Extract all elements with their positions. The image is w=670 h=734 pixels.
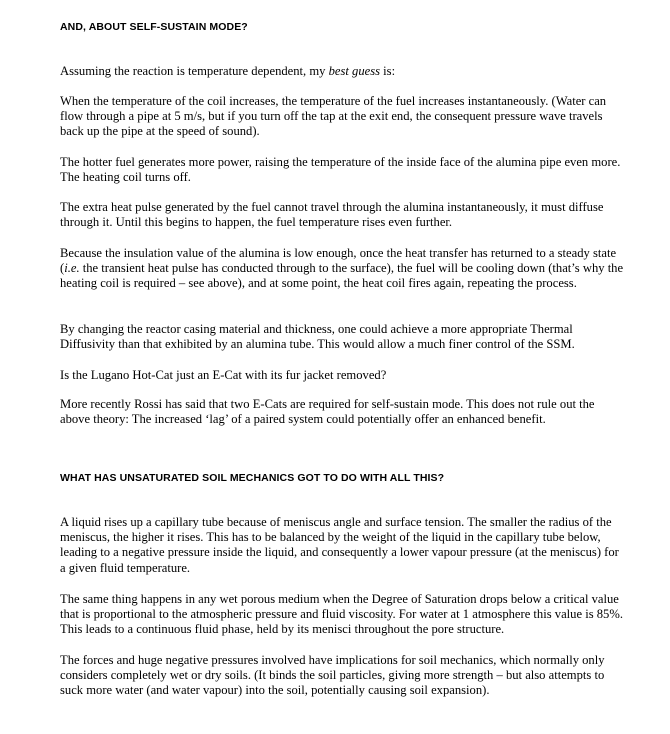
paragraph-casing: By changing the reactor casing material and thickness, one could achieve a more appropriate Thermal Diffusivity than that exhibited by an alumina tube. This would allow a much finer control of the SSM. xyxy=(60,322,575,352)
intro-text-end: is: xyxy=(380,64,396,78)
paragraph-heat-pulse: The extra heat pulse generated by the fuel cannot travel through the alumina instantaneously, it must diffuse through it. Until this begins to happen, the fuel temperature rises even further. xyxy=(60,200,604,230)
paragraph-porous-medium: The same thing happens in any wet porous medium when the Degree of Saturation drops below a critical value that is proportional to the atmospheric pressure and fluid viscosity. For water at 1 atmosphere this value is 85%. This leads to a continuous fluid phase, held by its menisci throughout the pore structure. xyxy=(60,592,623,637)
intro-text: Assuming the reaction is temperature dependent, my xyxy=(60,64,329,78)
insulation-text: Because the insulation value of the alumina is low enough, once the heat transfer has returned to a steady state ( xyxy=(60,246,617,276)
section-heading-self-sustain: AND, ABOUT SELF-SUSTAIN MODE? xyxy=(60,21,248,33)
paragraph-insulation xyxy=(60,246,626,292)
paragraph-forces: The forces and huge negative pressures involved have implications for soil mechanics, which normally only considers completely wet or dry soils. (It binds the soil particles, giving more strength – but also attempts to suck more water (and water vapour) into the soil, potentially causing soil expansion). xyxy=(60,653,605,698)
paragraph-capillary: A liquid rises up a capillary tube because of meniscus angle and surface tension. The smaller the radius of the meniscus, the higher it rises. This has to be balanced by the weight of the liquid in the capillary tube below, leading to a negative pressure inside the liquid, and consequently a lower vapour pressure (at the meniscus) for a given fluid temperature. xyxy=(60,515,619,575)
section-heading-soil-mechanics: WHAT HAS UNSATURATED SOIL MECHANICS GOT TO DO WITH ALL THIS? xyxy=(60,472,445,484)
paragraph-rossi: More recently Rossi has said that two E-Cats are required for self-sustain mode. This does not rule out the above theory: The increased ‘lag’ of a paired system could potentially offer an enhanced benefit. xyxy=(60,397,595,427)
paragraph-hotter-fuel: The hotter fuel generates more power, raising the temperature of the inside face of the alumina pipe even more. The heating coil turns off. xyxy=(60,155,621,185)
insulation-text-end: the transient heat pulse has conducted through to the surface), the fuel will be cooling down (that’s why the heating coil is required – see above), and at some point, the heat coil fires again, repeating the process. xyxy=(60,261,624,291)
intro-emphasis: best guess xyxy=(328,64,381,78)
paragraph-intro xyxy=(60,64,395,79)
paragraph-coil: When the temperature of the coil increases, the temperature of the fuel increases instantaneously. (Water can flow through a pipe at 5 m/s, but if you turn off the tap at the exit end, the consequent pressure wave travels back up the pipe at the speed of sound). xyxy=(60,94,607,139)
paragraph-lugano: Is the Lugano Hot-Cat just an E-Cat with its fur jacket removed? xyxy=(60,368,387,382)
insulation-emphasis: i.e. xyxy=(64,261,80,276)
